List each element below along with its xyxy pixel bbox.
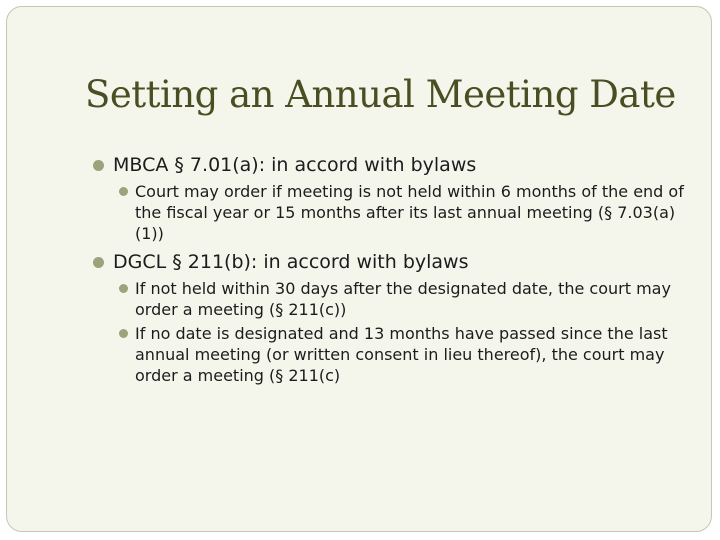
bullet-text: DGCL § 211(b): in accord with bylaws — [113, 251, 469, 273]
bullet-item — [93, 153, 693, 177]
sub-bullet-text: Court may order if meeting is not held within 6 months of the end of the fiscal year or 15 months after its last annual meeting (§ 7.03(a)(1)) — [135, 182, 684, 243]
sub-bullet-text: If not held within 30 days after the designated date, the court may order a meeting (§ 211(c)) — [135, 279, 671, 319]
sub-bullet-text: If no date is designated and 13 months have passed since the last annual meeting (or written consent in lieu thereof), the court may order a meeting (§ 211(c) — [135, 324, 668, 385]
slide-title: Setting an Annual Meeting Date — [85, 73, 676, 116]
sub-bullet-item — [119, 181, 693, 244]
slide — [6, 6, 712, 532]
sub-bullet-item — [119, 323, 693, 386]
sub-bullet-dot-icon — [119, 284, 128, 293]
sub-bullet-dot-icon — [119, 187, 128, 196]
sub-bullet-dot-icon — [119, 329, 128, 338]
sub-bullet-item — [119, 278, 693, 320]
bullet-list — [93, 153, 693, 392]
bullet-dot-icon — [93, 160, 104, 171]
bullet-dot-icon — [93, 257, 104, 268]
bullet-item — [93, 250, 693, 274]
bullet-text: MBCA § 7.01(a): in accord with bylaws — [113, 154, 477, 176]
sub-bullet-list — [119, 181, 693, 244]
sub-bullet-list — [119, 278, 693, 386]
